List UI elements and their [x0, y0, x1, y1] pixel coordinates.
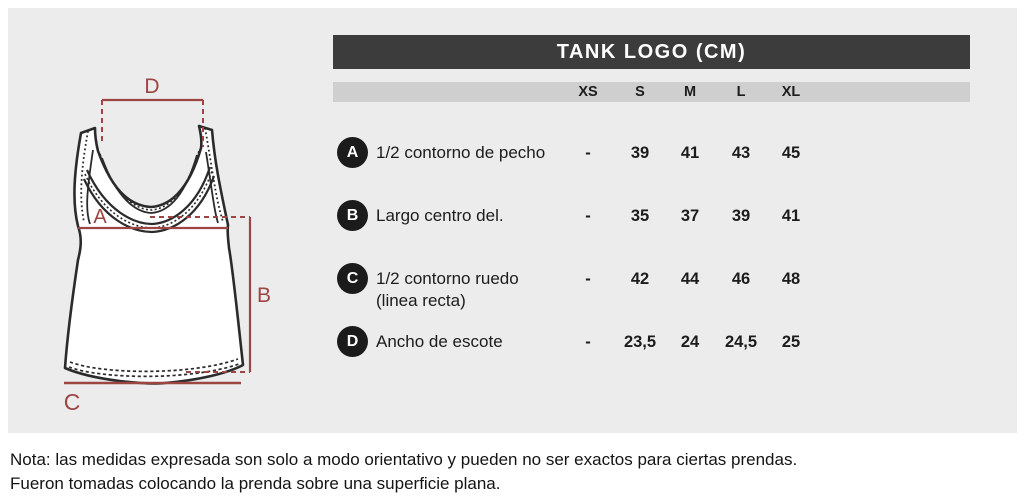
table-title: TANK LOGO (CM)	[556, 40, 747, 63]
row-badge-b: B	[337, 200, 368, 231]
cell-value: 46	[731, 270, 751, 288]
cell-value: 25	[781, 333, 801, 351]
cell-value: 23,5	[623, 333, 657, 351]
size-header-l: L	[736, 84, 746, 100]
table-title-bar	[333, 35, 970, 69]
tank-top-diagram	[0, 0, 330, 440]
footnote	[10, 448, 1010, 496]
row-label-line1: 1/2 contorno de pecho	[376, 143, 546, 162]
cell-value: -	[585, 333, 591, 351]
cell-value: 44	[680, 270, 700, 288]
cell-value: 37	[680, 207, 700, 225]
footnote-line1: Nota: las medidas expresada son solo a modo orientativo y pueden no ser exactos para ciertas prendas.	[10, 450, 798, 469]
row-label-a	[376, 142, 556, 164]
cell-value: 24,5	[724, 333, 758, 351]
table-row-c	[333, 268, 970, 328]
cell-value: -	[585, 207, 591, 225]
table-row-d	[333, 331, 970, 391]
size-header-m: M	[683, 84, 697, 100]
row-label-line2: (linea recta)	[376, 291, 466, 310]
row-label-line1: 1/2 contorno ruedo	[376, 269, 519, 288]
table-row-a	[333, 142, 970, 202]
diagram-label-b: B	[257, 284, 272, 307]
cell-value: 41	[781, 207, 801, 225]
diagram-label-c: C	[63, 389, 81, 415]
cell-value: -	[585, 144, 591, 162]
footnote-line2: Fueron tomadas colocando la prenda sobre una superficie plana.	[10, 474, 501, 493]
diagram-label-a: A	[93, 206, 107, 228]
cell-value: -	[585, 270, 591, 288]
cell-value: 39	[630, 144, 650, 162]
table-row-b	[333, 205, 970, 265]
row-label-d	[376, 331, 556, 353]
row-label-line1: Ancho de escote	[376, 332, 503, 351]
row-badge-a: A	[337, 137, 368, 168]
cell-value: 45	[781, 144, 801, 162]
cell-value: 24	[680, 333, 700, 351]
size-header-xl: XL	[781, 84, 801, 100]
size-header-row	[333, 82, 970, 102]
row-label-line1: Largo centro del.	[376, 206, 504, 225]
cell-value: 41	[680, 144, 700, 162]
row-badge-d: D	[337, 326, 368, 357]
row-badge-c: C	[337, 263, 368, 294]
size-header-xs: XS	[578, 84, 598, 100]
row-label-c	[376, 268, 556, 312]
cell-value: 42	[630, 270, 650, 288]
size-header-s: S	[635, 84, 645, 100]
diagram-label-d: D	[144, 75, 160, 98]
row-label-b	[376, 205, 556, 227]
cell-value: 48	[781, 270, 801, 288]
cell-value: 35	[630, 207, 650, 225]
cell-value: 43	[731, 144, 751, 162]
cell-value: 39	[731, 207, 751, 225]
